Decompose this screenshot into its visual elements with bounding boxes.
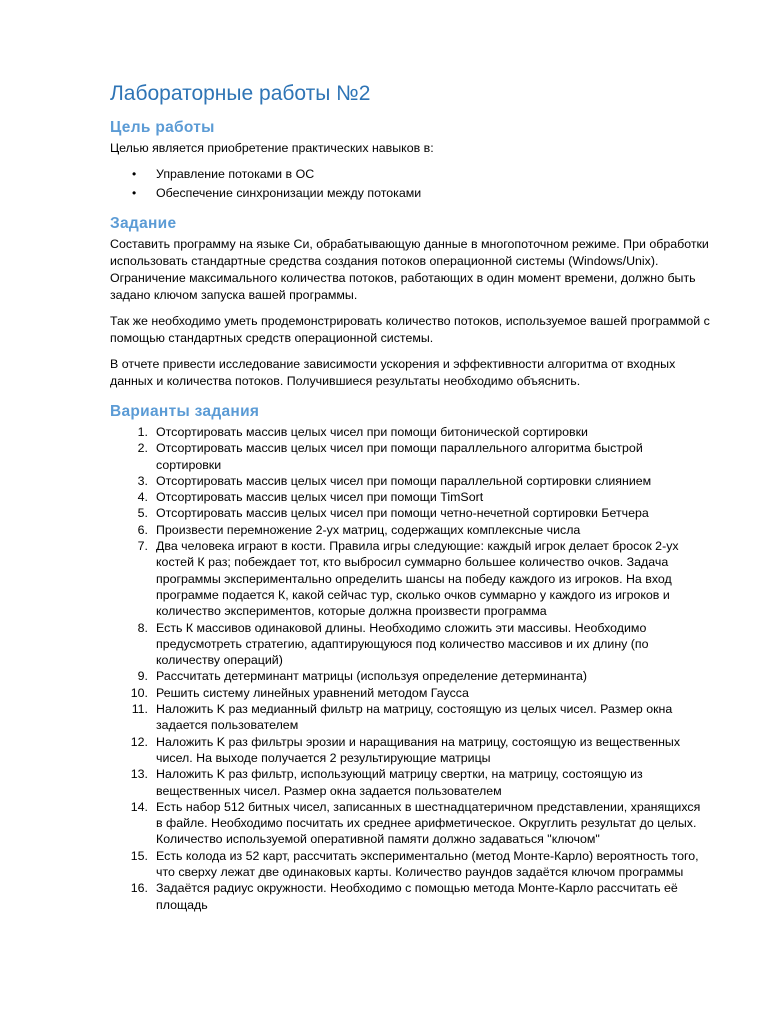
goal-list xyxy=(110,166,710,202)
task-heading: Задание xyxy=(110,215,177,232)
variant-text: Есть колода из 52 карт, рассчитать экспериментально (метод Монте-Карло) вероятность того, что сверху лежат две одинаковых карты. Количество раундов задаётся ключом программы xyxy=(156,848,699,880)
variant-text: Отсортировать массив целых чисел при помощи TimSort xyxy=(156,490,484,505)
variant-item xyxy=(110,848,710,881)
variant-number: 1. xyxy=(137,425,148,439)
goal-item-text: Обеспечение синхронизации между потоками xyxy=(156,186,422,200)
goal-list-item xyxy=(110,185,710,202)
variant-item xyxy=(110,522,710,538)
variant-text: Решить систему линейных уравнений методом Гаусса xyxy=(156,685,469,700)
variant-number: 14. xyxy=(130,799,148,814)
variant-text: Отсортировать массив целых чисел при помощи параллельной сортировки слиянием xyxy=(156,473,652,488)
variant-text: Задаётся радиус окружности. Необходимо с помощью метода Монте-Карло рассчитать её площадь xyxy=(156,881,678,912)
variant-number: 16. xyxy=(130,881,148,896)
task-paragraph: В отчете привести исследование зависимости ускорения и эффективности алгоритма от входных данных и количества потоков. Получившиеся результаты необходимо объяснить. xyxy=(110,357,676,388)
bullet-icon: • xyxy=(132,167,137,181)
goal-heading: Цель работы xyxy=(110,119,215,136)
variant-item xyxy=(110,620,710,669)
variant-number: 5. xyxy=(137,506,148,521)
variant-item xyxy=(110,473,710,489)
variant-number: 8. xyxy=(137,620,148,635)
variant-number: 13. xyxy=(130,767,148,782)
variant-number: 2. xyxy=(137,441,148,456)
goal-intro: Целью является приобретение практических навыков в: xyxy=(110,141,434,155)
variants-list xyxy=(110,424,710,913)
variant-item xyxy=(110,538,710,619)
variant-text: Отсортировать массив целых чисел при помощи битонической сортировки xyxy=(156,425,588,439)
variant-number: 4. xyxy=(137,490,148,505)
variant-item xyxy=(110,880,710,913)
variant-item xyxy=(110,799,710,848)
variant-item xyxy=(110,701,710,734)
page-title: Лабораторные работы №2 xyxy=(110,82,371,105)
variant-text: Есть К массивов одинаковой длины. Необходимо сложить эти массивы. Необходимо предусмотреть стратегию, адаптирующуюся под количество массивов и их длину (по количеству операций) xyxy=(156,620,649,668)
variant-number: 11. xyxy=(131,702,148,717)
variant-text: Наложить K раз фильтр, использующий матрицу свертки, на матрицу, состоящую из вещественных чисел. Размер окна задается пользователем xyxy=(156,767,643,798)
variant-text: Рассчитать детерминант матрицы (используя определение детерминанта) xyxy=(156,669,587,684)
goal-item-text: Управление потоками в ОС xyxy=(156,167,315,181)
task-paragraph: Составить программу на языке Си, обрабатывающую данные в многопоточном режиме. При обработки использовать стандартные средства создания потоков операционной системы (Windows/Unix). Ограничение максимального количества потоков, работающих в один момент времени, должно быть задано ключом запуска вашей программы. xyxy=(110,237,709,302)
bullet-icon: • xyxy=(132,186,137,200)
variant-number: 7. xyxy=(137,539,148,554)
variant-item xyxy=(110,766,710,799)
variant-number: 10. xyxy=(130,685,148,700)
variant-text: Отсортировать массив целых чисел при помощи параллельного алгоритма быстрой сортировки xyxy=(156,441,643,472)
variant-number: 6. xyxy=(137,522,148,537)
goal-list-item xyxy=(110,166,710,183)
task-paragraph: Так же необходимо уметь продемонстрировать количество потоков, используемое вашей программой с помощью стандартных средств операционной системы. xyxy=(110,314,710,345)
variant-text: Произвести перемножение 2-ух матриц, содержащих комплексные числа xyxy=(156,522,581,537)
variant-item xyxy=(110,668,710,684)
variant-item xyxy=(110,424,710,440)
variant-item xyxy=(110,489,710,505)
variant-text: Наложить K раз медианный фильтр на матрицу, состоящую из целых чисел. Размер окна задается пользователем xyxy=(156,702,673,733)
variant-number: 9. xyxy=(137,669,148,684)
variant-text: Отсортировать массив целых чисел при помощи четно-нечетной сортировки Бетчера xyxy=(156,506,649,521)
document-content xyxy=(110,80,710,913)
variant-item xyxy=(110,685,710,701)
variant-text: Наложить K раз фильтры эрозии и наращивания на матрицу, состоящую из вещественных чисел. На выходе получается 2 результирующие матрицы xyxy=(156,734,681,765)
variants-heading: Варианты задания xyxy=(110,403,260,420)
variant-text: Два человека играют в кости. Правила игры следующие: каждый игрок делает бросок 2-ух костей К раз; побеждает тот, кто выбросил суммарно большее количество очков. Задача программы экспериментально определить шансы на победу каждого из игроков. На вход программе подается К, какой сейчас тур, сколько очков суммарно у каждого из игроков и количество экспериментов, которые должна произвести программа xyxy=(156,539,679,619)
variant-item xyxy=(110,440,710,473)
variant-item xyxy=(110,734,710,767)
variant-number: 3. xyxy=(137,473,148,488)
variant-number: 12. xyxy=(130,734,148,749)
variant-item xyxy=(110,505,710,521)
variant-number: 15. xyxy=(130,848,148,863)
variant-text: Есть набор 512 битных чисел, записанных в шестнадцатеричном представлении, хранящихся в файле. Необходимо посчитать их среднее арифметическое. Округлить результат до целых. Количество используемой оперативной памяти должно задаваться "ключом" xyxy=(156,799,701,847)
